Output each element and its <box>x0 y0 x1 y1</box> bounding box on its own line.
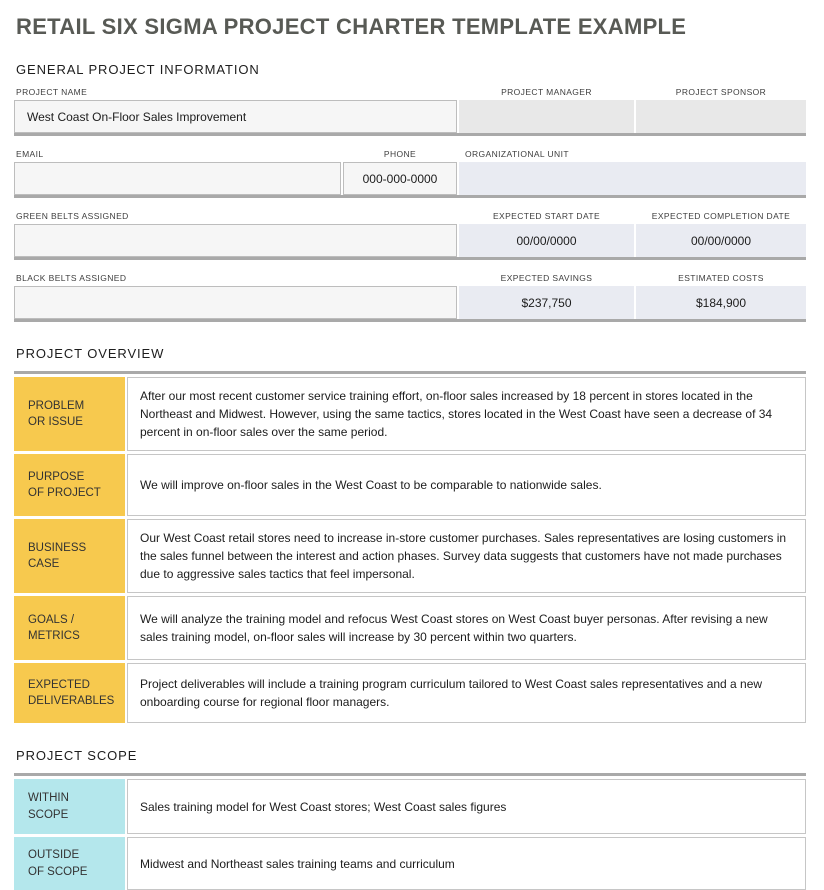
project-name-label: PROJECT NAME <box>16 87 88 97</box>
expected-completion-date-value: 00/00/0000 <box>690 233 752 248</box>
row3-fields <box>14 224 806 260</box>
purpose-of-project-label <box>14 454 125 516</box>
project-scope-heading: PROJECT SCOPE <box>16 748 138 763</box>
estimated-costs-value: $184,900 <box>695 295 747 310</box>
cell-text: We will analyze the training model and refocus West Coast stores on West Coast buyer personas. After revising a new sales training model, on-floor sales will increase by 30 percent within two quarters. <box>140 612 768 644</box>
label-line: EXPECTED <box>28 678 90 691</box>
black-belts-field[interactable] <box>14 286 457 319</box>
organizational-unit-field[interactable] <box>459 162 806 195</box>
page-title: RETAIL SIX SIGMA PROJECT CHARTER TEMPLATE EXAMPLE <box>16 14 687 39</box>
general-info-heading: GENERAL PROJECT INFORMATION <box>16 62 260 77</box>
expected-savings-value: $237,750 <box>521 295 572 310</box>
expected-start-date-field[interactable] <box>459 224 634 257</box>
overview-row-business-case <box>14 519 806 593</box>
cell-text: Project deliverables will include a training program curriculum tailored to West Coast sales representatives and a new onboarding course for regional floor managers. <box>140 677 763 709</box>
scope-row-outside <box>14 837 806 890</box>
email-label: EMAIL <box>16 149 44 159</box>
project-scope-table <box>14 773 806 890</box>
row4-labels <box>14 273 806 283</box>
label-line: OR ISSUE <box>28 416 83 428</box>
business-case-label <box>14 519 125 593</box>
label-line: WITHIN <box>28 792 69 805</box>
expected-completion-date-label: EXPECTED COMPLETION DATE <box>651 211 791 221</box>
cell-text: Our West Coast retail stores need to increase in-store customer purchases. Sales representatives are losing customers in the sales funnel between the interest and action phases. Survey data suggests that customers have not made purchases due to aggressive sales tactics that feel impersonal. <box>140 531 787 581</box>
label-line: CASE <box>28 558 60 570</box>
overview-row-purpose <box>14 454 806 516</box>
expected-start-date-label: EXPECTED START DATE <box>492 211 601 221</box>
estimated-costs-field[interactable] <box>636 286 806 319</box>
overview-row-deliverables <box>14 663 806 723</box>
scope-row-within <box>14 779 806 834</box>
label-line: PURPOSE <box>28 470 85 483</box>
project-name-value: West Coast On-Floor Sales Improvement <box>27 109 247 124</box>
row1-fields <box>14 100 806 136</box>
label-line: BUSINESS <box>28 541 87 554</box>
goals-metrics-label <box>14 596 125 660</box>
label-line: OUTSIDE <box>28 849 80 862</box>
organizational-unit-label: ORGANIZATIONAL UNIT <box>465 149 569 159</box>
expected-savings-field[interactable] <box>459 286 634 319</box>
project-overview-table <box>14 371 806 723</box>
green-belts-field[interactable] <box>14 224 457 257</box>
outside-of-scope-text <box>127 837 806 890</box>
business-case-text <box>127 519 806 593</box>
problem-or-issue-label <box>14 377 125 451</box>
black-belts-label: BLACK BELTS ASSIGNED <box>16 273 127 283</box>
project-name-field[interactable] <box>14 100 457 133</box>
label-line: SCOPE <box>28 808 69 821</box>
project-manager-label: PROJECT MANAGER <box>501 87 592 97</box>
purpose-of-project-text <box>127 454 806 516</box>
label-line: DELIVERABLES <box>28 695 115 707</box>
cell-text: After our most recent customer service training effort, on-floor sales increased by 18 percent in stores located in the Northeast and Midwest. However, using the same tactics, stores located in the West Coast have seen a decrease of 34 percent in on-floor sales over the same period. <box>140 389 773 439</box>
email-field[interactable] <box>14 162 341 195</box>
expected-deliverables-text <box>127 663 806 723</box>
phone-value: 000-000-0000 <box>362 171 438 186</box>
row2-labels <box>14 149 806 159</box>
label-line: OF PROJECT <box>28 487 101 499</box>
outside-of-scope-label <box>14 837 125 890</box>
project-sponsor-field[interactable] <box>636 100 806 133</box>
section-project-overview <box>14 346 806 723</box>
phone-label: PHONE <box>383 149 417 159</box>
project-sponsor-label: PROJECT SPONSOR <box>675 87 767 97</box>
overview-row-goals-metrics <box>14 596 806 660</box>
phone-field[interactable] <box>343 162 457 195</box>
expected-start-date-value: 00/00/0000 <box>516 233 577 248</box>
cell-text: Midwest and Northeast sales training teams and curriculum <box>140 856 455 871</box>
expected-savings-label: EXPECTED SAVINGS <box>500 273 593 283</box>
goals-metrics-text <box>127 596 806 660</box>
row3-labels <box>14 211 806 221</box>
label-line: PROBLEM <box>28 399 85 412</box>
cell-text: Sales training model for West Coast stores; West Coast sales figures <box>140 799 507 814</box>
expected-deliverables-label <box>14 663 125 723</box>
cell-text: We will improve on-floor sales in the West Coast to be comparable to nationwide sales. <box>140 478 602 492</box>
project-overview-heading: PROJECT OVERVIEW <box>16 346 165 361</box>
overview-row-problem <box>14 377 806 451</box>
label-line: OF SCOPE <box>28 865 88 878</box>
row4-fields <box>14 286 806 322</box>
section-general-info <box>14 62 806 322</box>
label-line: GOALS / <box>28 613 75 626</box>
expected-completion-date-field[interactable] <box>636 224 806 257</box>
row2-fields <box>14 162 806 198</box>
row1-labels <box>14 87 806 97</box>
problem-or-issue-text <box>127 377 806 451</box>
within-scope-label <box>14 779 125 834</box>
estimated-costs-label: ESTIMATED COSTS <box>678 273 764 283</box>
within-scope-text <box>127 779 806 834</box>
project-manager-field[interactable] <box>459 100 634 133</box>
label-line: METRICS <box>28 630 80 642</box>
green-belts-label: GREEN BELTS ASSIGNED <box>16 211 129 221</box>
